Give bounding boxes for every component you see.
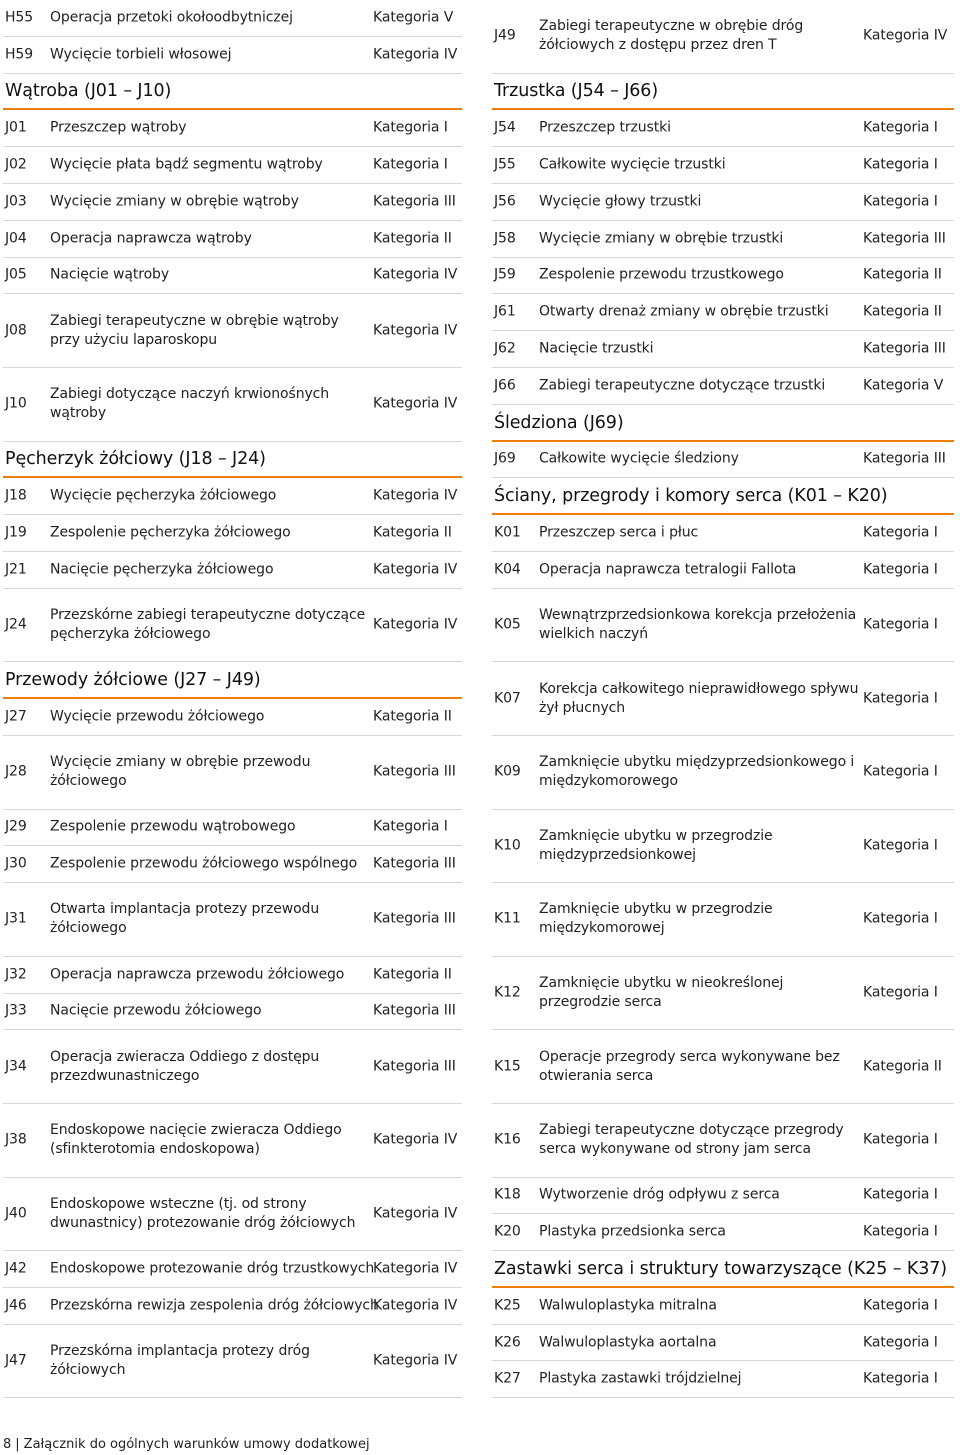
procedure-name: Nacięcie trzustki xyxy=(539,340,654,357)
procedure-row xyxy=(492,552,954,589)
procedure-code: J49 xyxy=(494,27,516,44)
procedure-category: Kategoria I xyxy=(863,984,938,1001)
procedure-row xyxy=(492,1361,954,1398)
procedure-code: J27 xyxy=(5,708,27,725)
procedure-category: Kategoria III xyxy=(373,855,456,872)
procedure-row xyxy=(3,368,462,442)
procedure-row xyxy=(492,0,954,74)
section-title: Wątroba (J01 – J10) xyxy=(5,81,172,102)
procedure-name: Zamknięcie ubytku w nieokreślonej przegrodzie serca xyxy=(539,975,784,1011)
procedure-category: Kategoria I xyxy=(863,524,938,541)
procedure-row xyxy=(492,221,954,258)
procedure-name: Wycięcie przewodu żółciowego xyxy=(50,708,265,725)
procedure-code: J28 xyxy=(5,763,27,780)
procedure-code: K16 xyxy=(494,1131,521,1148)
procedure-code: K15 xyxy=(494,1058,521,1075)
procedure-category: Kategoria I xyxy=(373,119,448,136)
procedure-row xyxy=(492,1030,954,1104)
procedure-row xyxy=(492,368,954,405)
procedure-name: Operacja zwieracza Oddiego z dostępu przezdwunastniczego xyxy=(50,1048,320,1084)
procedure-code: K05 xyxy=(494,616,521,633)
procedure-name: Wytworzenie dróg odpływu z serca xyxy=(539,1186,780,1203)
procedure-code: K27 xyxy=(494,1370,521,1387)
procedure-code: J31 xyxy=(5,910,27,927)
procedure-category: Kategoria III xyxy=(373,193,456,210)
procedure-row xyxy=(492,258,954,295)
procedure-row xyxy=(3,478,462,515)
procedure-name: Walwuloplastyka mitralna xyxy=(539,1297,717,1314)
procedure-code: J40 xyxy=(5,1205,27,1222)
section-header xyxy=(492,1251,954,1288)
procedure-row xyxy=(3,883,462,957)
procedure-category: Kategoria I xyxy=(863,837,938,854)
section-title: Przewody żółciowe (J27 – J49) xyxy=(5,670,261,691)
procedure-name: Endoskopowe nacięcie zwieracza Oddiego (sfinkterotomia endoskopowa) xyxy=(50,1122,342,1158)
procedure-code: K12 xyxy=(494,984,521,1001)
procedure-name: Zespolenie przewodu trzustkowego xyxy=(539,266,784,283)
procedure-row xyxy=(3,110,462,147)
procedure-code: J10 xyxy=(5,395,27,412)
procedure-row xyxy=(492,810,954,884)
procedure-row xyxy=(3,147,462,184)
procedure-category: Kategoria I xyxy=(863,1334,938,1351)
procedure-category: Kategoria III xyxy=(373,1002,456,1019)
procedure-row xyxy=(492,331,954,368)
procedure-code: J56 xyxy=(494,193,516,210)
procedure-category: Kategoria IV xyxy=(373,561,458,578)
procedure-name: Wycięcie płata bądź segmentu wątroby xyxy=(50,156,323,173)
procedure-name: Całkowite wycięcie trzustki xyxy=(539,156,726,173)
section-header xyxy=(492,74,954,111)
section-title: Ściany, przegrody i komory serca (K01 – K20) xyxy=(494,486,888,507)
procedure-code: J69 xyxy=(494,450,516,467)
procedure-category: Kategoria I xyxy=(863,910,938,927)
procedure-row xyxy=(3,258,462,295)
procedure-code: K18 xyxy=(494,1186,521,1203)
procedure-name: Zamknięcie ubytku w przegrodzie międzykomorowej xyxy=(539,901,773,937)
procedure-category: Kategoria III xyxy=(373,1058,456,1075)
procedure-category: Kategoria IV xyxy=(863,27,948,44)
procedure-category: Kategoria I xyxy=(373,818,448,835)
procedure-code: J61 xyxy=(494,303,516,320)
procedure-code: J03 xyxy=(5,193,27,210)
procedure-code: J33 xyxy=(5,1002,27,1019)
procedure-code: J59 xyxy=(494,266,516,283)
procedure-code: J19 xyxy=(5,524,27,541)
procedure-row xyxy=(3,957,462,994)
procedure-code: J02 xyxy=(5,156,27,173)
procedure-row xyxy=(492,184,954,221)
procedure-code: J34 xyxy=(5,1058,27,1075)
procedure-name: Przezskórna rewizja zespolenia dróg żółciowych xyxy=(50,1297,379,1314)
procedure-row xyxy=(3,699,462,736)
procedure-category: Kategoria I xyxy=(373,156,448,173)
procedure-name: Przezskórne zabiegi terapeutyczne dotyczące pęcherzyka żółciowego xyxy=(50,607,366,643)
section-header xyxy=(3,74,462,111)
procedure-row xyxy=(3,1325,462,1399)
procedure-name: Korekcja całkowitego nieprawidłowego spływu żył płucnych xyxy=(539,680,859,716)
procedure-row xyxy=(3,1251,462,1288)
procedure-code: K11 xyxy=(494,910,521,927)
procedure-name: Zespolenie przewodu wątrobowego xyxy=(50,818,296,835)
procedure-code: J38 xyxy=(5,1131,27,1148)
procedure-code: J42 xyxy=(5,1260,27,1277)
procedure-name: Całkowite wycięcie śledziony xyxy=(539,450,739,467)
procedure-category: Kategoria I xyxy=(863,156,938,173)
procedure-name: Wycięcie pęcherzyka żółciowego xyxy=(50,487,277,504)
procedure-category: Kategoria II xyxy=(373,708,452,725)
procedure-code: J47 xyxy=(5,1352,27,1369)
procedure-name: Przezskórna implantacja protezy dróg żółciowych xyxy=(50,1342,310,1378)
procedure-category: Kategoria IV xyxy=(373,487,458,504)
procedure-category: Kategoria III xyxy=(863,230,946,247)
procedure-row xyxy=(3,589,462,663)
procedure-code: K07 xyxy=(494,690,521,707)
procedure-code: J24 xyxy=(5,616,27,633)
procedure-category: Kategoria II xyxy=(373,966,452,983)
procedure-row xyxy=(492,147,954,184)
procedure-name: Zespolenie przewodu żółciowego wspólnego xyxy=(50,855,358,872)
procedure-code: J05 xyxy=(5,266,27,283)
section-header xyxy=(3,662,462,699)
procedure-name: Operacja przetoki okołoodbytniczej xyxy=(50,9,293,26)
procedure-row xyxy=(3,994,462,1031)
procedure-code: J46 xyxy=(5,1297,27,1314)
procedure-row xyxy=(492,662,954,736)
procedure-category: Kategoria I xyxy=(863,1223,938,1240)
procedure-category: Kategoria IV xyxy=(373,1131,458,1148)
procedure-category: Kategoria III xyxy=(863,340,946,357)
section-header xyxy=(3,442,462,479)
procedure-row xyxy=(492,110,954,147)
section-title: Trzustka (J54 – J66) xyxy=(494,81,659,102)
procedure-row xyxy=(3,1104,462,1178)
procedure-code: J21 xyxy=(5,561,27,578)
procedure-name: Zabiegi terapeutyczne dotyczące trzustki xyxy=(539,377,826,394)
procedure-code: J08 xyxy=(5,322,27,339)
procedure-row xyxy=(492,515,954,552)
section-title: Śledziona (J69) xyxy=(494,412,624,433)
procedure-category: Kategoria I xyxy=(863,616,938,633)
procedure-category: Kategoria III xyxy=(863,450,946,467)
procedure-category: Kategoria III xyxy=(373,763,456,780)
procedure-row xyxy=(492,1288,954,1325)
procedure-category: Kategoria V xyxy=(863,377,944,394)
procedure-code: J55 xyxy=(494,156,516,173)
section-header xyxy=(492,478,954,515)
procedure-row xyxy=(3,1288,462,1325)
procedure-code: J66 xyxy=(494,377,516,394)
procedure-name: Plastyka przedsionka serca xyxy=(539,1223,726,1240)
procedure-name: Wycięcie głowy trzustki xyxy=(539,193,702,210)
procedure-row xyxy=(3,0,462,37)
procedure-name: Otwarty drenaż zmiany w obrębie trzustki xyxy=(539,303,829,320)
procedure-row xyxy=(3,515,462,552)
procedure-category: Kategoria IV xyxy=(373,395,458,412)
procedure-category: Kategoria I xyxy=(863,1370,938,1387)
procedure-code: J04 xyxy=(5,230,27,247)
procedure-name: Wewnątrzprzedsionkowa korekcja przełożenia wielkich naczyń xyxy=(539,607,857,643)
procedure-name: Przeszczep wątroby xyxy=(50,119,187,136)
procedure-row xyxy=(492,1325,954,1362)
procedure-code: H59 xyxy=(5,46,34,63)
procedure-category: Kategoria II xyxy=(863,266,942,283)
procedure-category: Kategoria II xyxy=(863,1058,942,1075)
procedure-code: K10 xyxy=(494,837,521,854)
procedure-category: Kategoria IV xyxy=(373,46,458,63)
procedure-name: Wycięcie zmiany w obrębie przewodu żółciowego xyxy=(50,754,311,790)
procedure-category: Kategoria IV xyxy=(373,1297,458,1314)
procedure-row xyxy=(3,1030,462,1104)
procedure-code: J62 xyxy=(494,340,516,357)
procedure-row xyxy=(492,736,954,810)
procedure-code: J29 xyxy=(5,818,27,835)
procedure-name: Operacja naprawcza wątroby xyxy=(50,230,252,247)
footer-separator: | xyxy=(15,1437,20,1452)
procedure-row xyxy=(492,442,954,479)
procedure-category: Kategoria II xyxy=(373,524,452,541)
procedure-row xyxy=(3,221,462,258)
procedure-code: K26 xyxy=(494,1334,521,1351)
procedure-category: Kategoria I xyxy=(863,119,938,136)
procedure-row xyxy=(492,1104,954,1178)
procedure-code: J30 xyxy=(5,855,27,872)
procedure-name: Endoskopowe wsteczne (tj. od strony dwunastnicy) protezowanie dróg żółciowych xyxy=(50,1195,356,1231)
procedure-code: J54 xyxy=(494,119,516,136)
procedure-row xyxy=(3,736,462,810)
procedure-row xyxy=(492,883,954,957)
procedure-category: Kategoria I xyxy=(863,1297,938,1314)
section-title: Zastawki serca i struktury towarzyszące (K25 – K37) xyxy=(494,1258,948,1279)
right-column xyxy=(492,0,954,1398)
procedure-category: Kategoria IV xyxy=(373,322,458,339)
procedure-category: Kategoria IV xyxy=(373,1352,458,1369)
procedure-code: K04 xyxy=(494,561,521,578)
procedure-category: Kategoria IV xyxy=(373,1260,458,1277)
procedure-name: Zamknięcie ubytku w przegrodzie międzyprzedsionkowej xyxy=(539,827,773,863)
procedure-code: J01 xyxy=(5,119,27,136)
left-column xyxy=(3,0,462,1398)
procedure-category: Kategoria III xyxy=(373,910,456,927)
procedure-name: Operacje przegrody serca wykonywane bez otwierania serca xyxy=(539,1048,840,1084)
procedure-code: K25 xyxy=(494,1297,521,1314)
procedure-row xyxy=(3,1178,462,1252)
procedure-row xyxy=(3,846,462,883)
section-title: Pęcherzyk żółciowy (J18 – J24) xyxy=(5,449,266,470)
procedure-category: Kategoria II xyxy=(373,230,452,247)
procedure-name: Przeszczep serca i płuc xyxy=(539,524,699,541)
procedure-row xyxy=(492,1178,954,1215)
procedure-row xyxy=(492,1214,954,1251)
procedure-category: Kategoria II xyxy=(863,303,942,320)
procedure-row xyxy=(3,810,462,847)
procedure-name: Zabiegi terapeutyczne dotyczące przegrody serca wykonywane od strony jam serca xyxy=(539,1122,844,1158)
procedure-category: Kategoria I xyxy=(863,763,938,780)
procedure-row xyxy=(3,37,462,74)
page-number: 8 xyxy=(3,1437,12,1452)
procedure-code: J32 xyxy=(5,966,27,983)
procedure-name: Wycięcie zmiany w obrębie trzustki xyxy=(539,230,784,247)
procedure-name: Nacięcie przewodu żółciowego xyxy=(50,1002,262,1019)
procedure-category: Kategoria IV xyxy=(373,1205,458,1222)
procedure-row xyxy=(492,294,954,331)
procedure-row xyxy=(3,184,462,221)
procedure-name: Walwuloplastyka aortalna xyxy=(539,1334,717,1351)
procedure-name: Zamknięcie ubytku międzyprzedsionkowego i międzykomorowego xyxy=(539,754,855,790)
procedure-name: Operacja naprawcza przewodu żółciowego xyxy=(50,966,345,983)
procedure-row xyxy=(3,552,462,589)
procedure-name: Endoskopowe protezowanie dróg trzustkowych xyxy=(50,1260,375,1277)
procedure-row xyxy=(3,294,462,368)
procedure-category: Kategoria I xyxy=(863,690,938,707)
procedure-name: Zespolenie pęcherzyka żółciowego xyxy=(50,524,291,541)
procedure-name: Plastyka zastawki trójdzielnej xyxy=(539,1370,742,1387)
procedure-name: Przeszczep trzustki xyxy=(539,119,671,136)
procedure-category: Kategoria IV xyxy=(373,616,458,633)
procedure-code: H55 xyxy=(5,9,34,26)
procedure-category: Kategoria I xyxy=(863,561,938,578)
procedure-name: Zabiegi terapeutyczne w obrębie dróg żółciowych z dostępu przez dren T xyxy=(539,18,804,54)
procedure-code: K09 xyxy=(494,763,521,780)
procedure-category: Kategoria I xyxy=(863,193,938,210)
procedure-code: J58 xyxy=(494,230,516,247)
procedure-code: K01 xyxy=(494,524,521,541)
section-header xyxy=(492,405,954,442)
procedure-category: Kategoria I xyxy=(863,1131,938,1148)
procedure-name: Otwarta implantacja protezy przewodu żółciowego xyxy=(50,901,320,937)
procedure-name: Zabiegi terapeutyczne w obrębie wątroby przy użyciu laparoskopu xyxy=(50,312,339,348)
procedure-code: K20 xyxy=(494,1223,521,1240)
procedure-category: Kategoria I xyxy=(863,1186,938,1203)
procedure-name: Wycięcie torbieli włosowej xyxy=(50,46,232,63)
procedure-row xyxy=(492,957,954,1031)
page-footer xyxy=(3,1437,370,1452)
procedure-code: J18 xyxy=(5,487,27,504)
procedure-name: Nacięcie pęcherzyka żółciowego xyxy=(50,561,274,578)
procedure-category: Kategoria IV xyxy=(373,266,458,283)
procedure-name: Zabiegi dotyczące naczyń krwionośnych wątroby xyxy=(50,386,330,422)
procedure-category: Kategoria V xyxy=(373,9,454,26)
procedure-name: Operacja naprawcza tetralogii Fallota xyxy=(539,561,797,578)
procedure-row xyxy=(492,589,954,663)
footer-text: Załącznik do ogólnych warunków umowy dodatkowej xyxy=(23,1437,370,1452)
procedure-name: Wycięcie zmiany w obrębie wątroby xyxy=(50,193,299,210)
procedure-name: Nacięcie wątroby xyxy=(50,266,170,283)
